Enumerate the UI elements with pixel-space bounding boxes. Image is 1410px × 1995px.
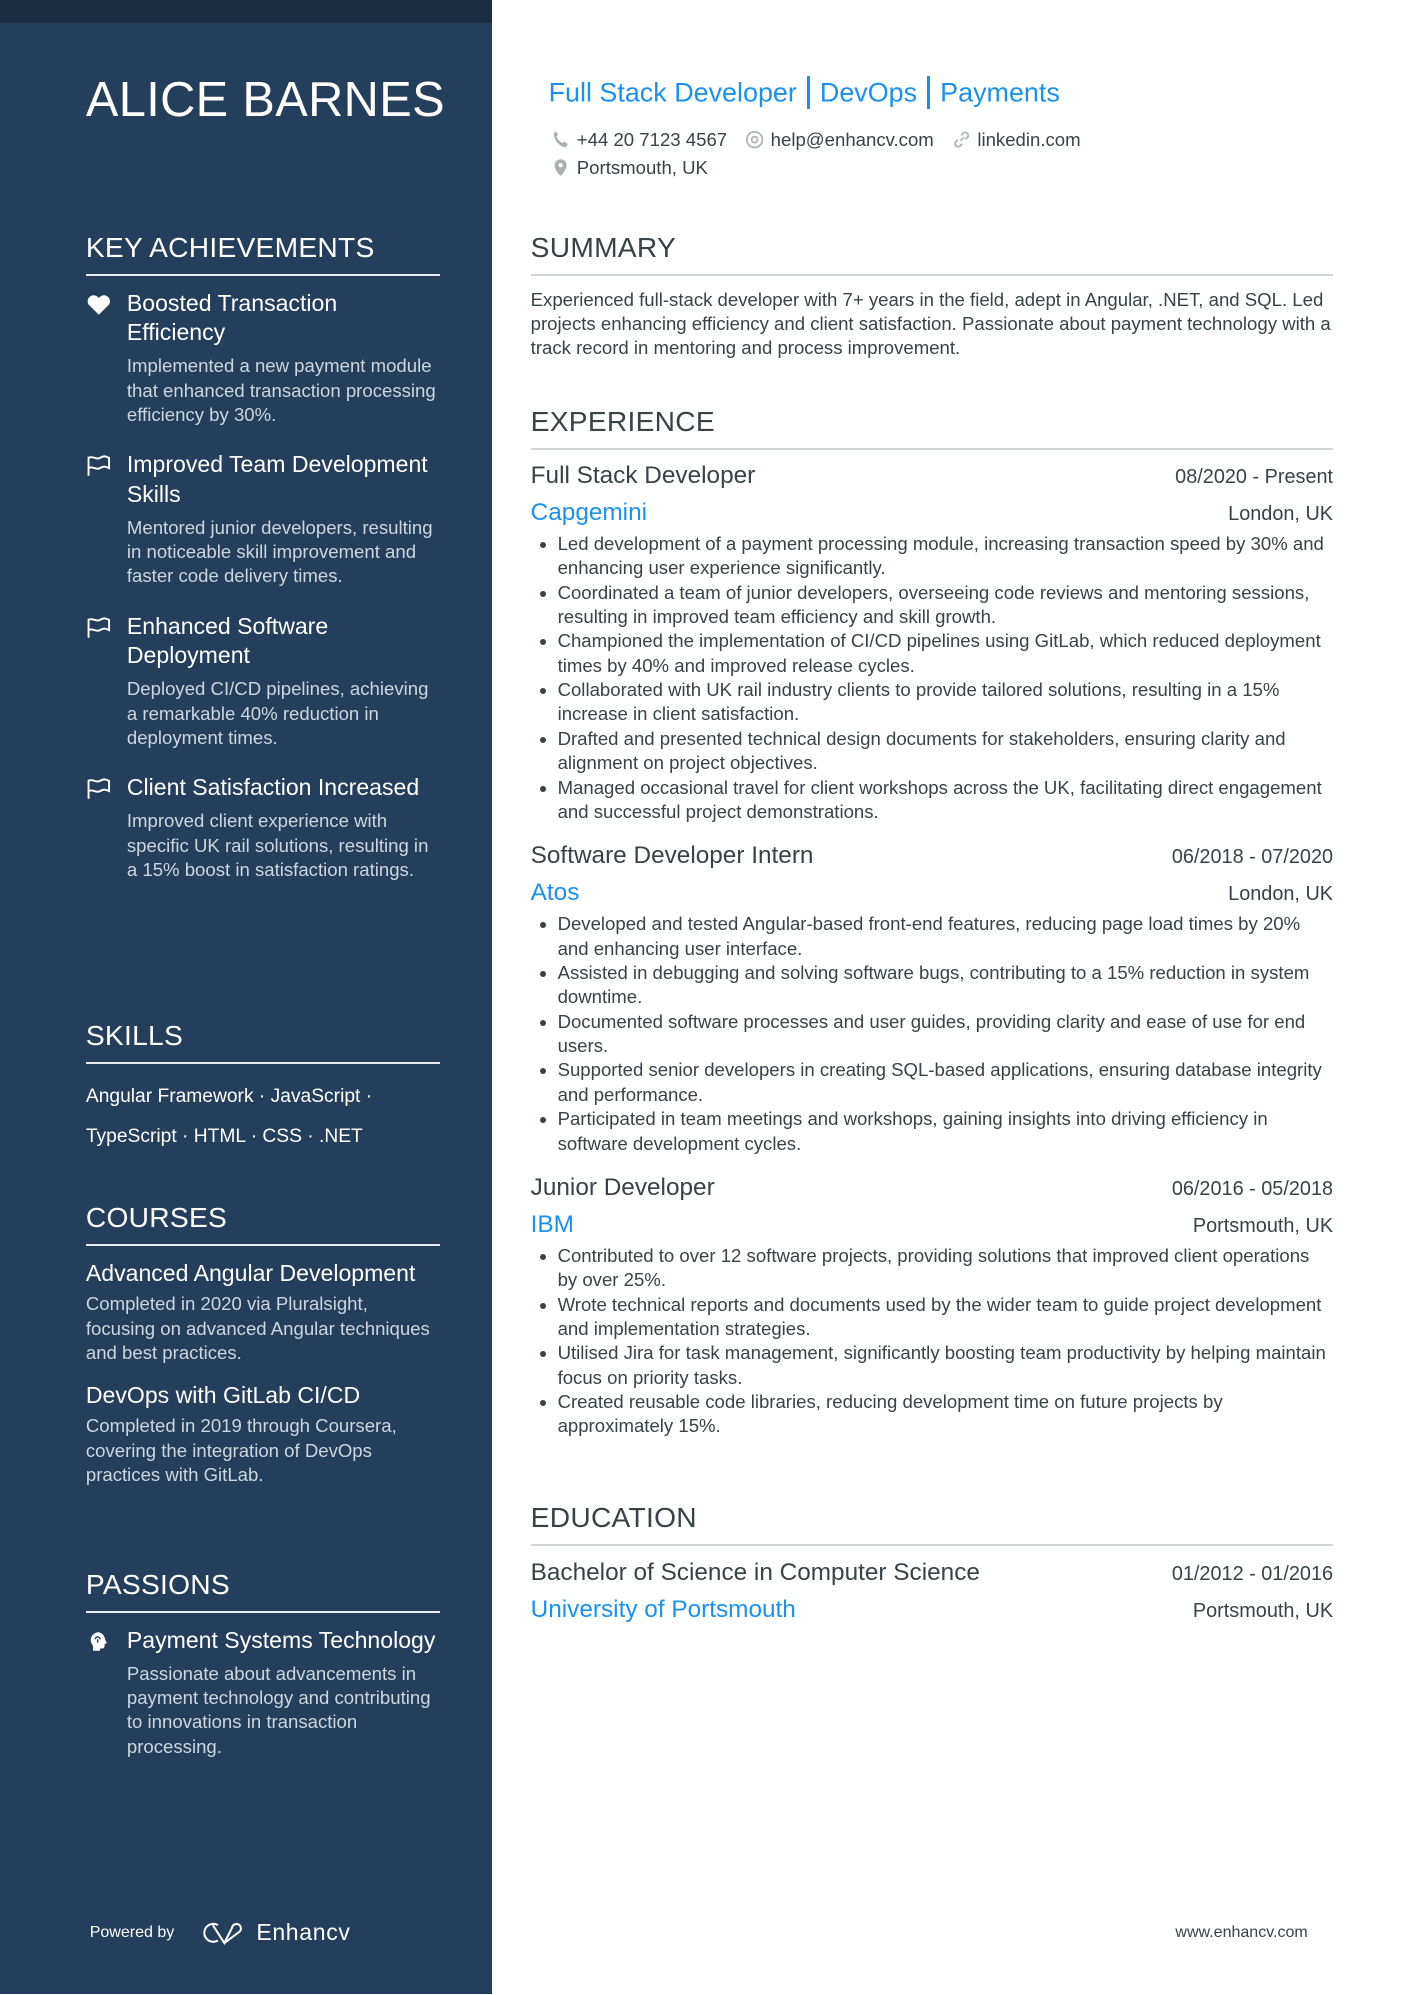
flag-icon (86, 454, 112, 477)
job-bullet: • Developed and tested Angular-based front-end features, reducing page load times by 20% and enhancing user interface. (558, 912, 1334, 961)
job-bullets (531, 1244, 1333, 1439)
enhancv-logo[interactable] (200, 1919, 351, 1946)
achievement-desc: Improved client experience with specific UK rail solutions, resulting in a 15% boost in satisfaction ratings. (126, 810, 429, 880)
email[interactable] (745, 129, 934, 151)
job-bullet: • Contributed to over 12 software projects, providing solutions that improved client operations by over 25%. (558, 1244, 1334, 1293)
summary-section (531, 231, 1333, 361)
location (551, 157, 708, 179)
courses-section (86, 1201, 440, 1503)
job-bullet: • Managed occasional travel for client workshops across the UK, facilitating direct engagement and successful project demonstrations. (558, 776, 1334, 825)
powered-by-label: Powered by (89, 1922, 175, 1941)
achievement-item (86, 773, 440, 882)
job-bullet: • Created reusable code libraries, reducing development time on future projects by approximately 15%. (558, 1390, 1334, 1439)
link-icon (952, 130, 971, 149)
sidebar (0, 0, 492, 1994)
company: Capgemini (530, 498, 648, 526)
course-item (86, 1381, 440, 1487)
experience-heading: EXPERIENCE (531, 405, 1333, 450)
job-bullet: • Participated in team meetings and workshops, gaining insights into driving efficiency in software development cycles. (558, 1107, 1334, 1156)
job-bullet: • Coordinated a team of junior developers, overseeing code reviews and mentoring sessions, resulting in improved team efficiency and skill growth. (558, 581, 1334, 630)
flag-icon (86, 616, 112, 639)
job-bullet: • Collaborated with UK rail industry clients to provide tailored solutions, resulting in a 15% increase in client satisfaction. (558, 678, 1334, 727)
phone-icon (551, 130, 570, 149)
job-location: Portsmouth, UK (1192, 1214, 1334, 1237)
course-title: Advanced Angular Development (85, 1260, 416, 1287)
summary-heading: SUMMARY (531, 231, 1333, 276)
candidate-name: ALICE BARNES (85, 72, 445, 127)
job-bullet: • Utilised Jira for task management, significantly boosting team productivity by helping maintain focus on priority tasks. (558, 1341, 1334, 1390)
job-location: London, UK (1228, 502, 1334, 525)
achievement-item (86, 450, 440, 588)
achievements-section (86, 231, 440, 906)
job-bullet: • Drafted and presented technical design documents for stakeholders, ensuring clarity and alignment on project objectives. (558, 727, 1334, 776)
job-location: London, UK (1228, 883, 1334, 906)
brand-name: Enhancv (256, 1918, 351, 1945)
contact-info (551, 126, 1080, 182)
top-strip (0, 0, 492, 23)
achievement-item (86, 612, 440, 750)
job-title: Junior Developer (530, 1173, 715, 1201)
company: Atos (530, 879, 580, 907)
passions-section (86, 1568, 440, 1782)
school: University of Portsmouth (530, 1596, 796, 1624)
job-entry (531, 842, 1333, 1156)
flag-icon (86, 777, 112, 800)
skills-line: Angular Framework · JavaScript · (85, 1086, 373, 1108)
job-title: Full Stack Developer (530, 461, 756, 489)
job-bullets (531, 912, 1333, 1156)
passions-heading: PASSIONS (86, 1568, 440, 1613)
at-icon (745, 130, 764, 149)
job-title: Software Developer Intern (530, 842, 814, 870)
achievement-title: Client Satisfaction Increased (126, 774, 420, 801)
job-bullet: • Championed the implementation of CI/CD pipelines using GitLab, which reduced deployment times by 40% and improved release cycles. (558, 629, 1334, 678)
education-heading: EDUCATION (531, 1501, 1333, 1546)
location-text: Portsmouth, UK (576, 156, 708, 178)
education-location: Portsmouth, UK (1192, 1600, 1334, 1623)
achievement-desc: Mentored junior developers, resulting in noticeable skill improvement and faster code delivery times. (126, 516, 433, 587)
skills-section (86, 1019, 440, 1157)
phone[interactable] (551, 129, 727, 151)
headline-part: DevOps (819, 77, 918, 108)
achievement-title: Improved Team Development Skills (126, 451, 428, 507)
enhancv-logo-icon (200, 1920, 249, 1946)
footer-url[interactable]: www.enhancv.com (1175, 1922, 1308, 1941)
company: IBM (530, 1210, 574, 1238)
achievement-title: Boosted Transaction Efficiency (126, 289, 338, 346)
summary-text: Experienced full-stack developer with 7+ years in the field, adept in Angular, .NET, and SQL. Led projects enhancing efficiency and client satisfaction. Passionate about payment technology with a track record in mentoring and process improvement. (530, 288, 1331, 359)
job-bullet: • Led development of a payment processing module, increasing transaction speed by 30% and enhancing user experience significantly. (558, 532, 1334, 581)
separator (807, 76, 810, 109)
job-entry (531, 462, 1333, 824)
heart-icon (86, 293, 112, 316)
job-dates: 06/2018 - 07/2020 (1171, 846, 1334, 869)
skills-line: TypeScript · HTML · CSS · .NET (85, 1125, 363, 1147)
courses-heading: COURSES (86, 1201, 440, 1246)
separator (927, 76, 930, 109)
headline-part: Payments (940, 77, 1060, 108)
education-dates: 01/2012 - 01/2016 (1171, 1563, 1334, 1586)
headline-part: Full Stack Developer (548, 77, 797, 108)
job-dates: 06/2016 - 05/2018 (1171, 1177, 1334, 1200)
achievement-desc: Deployed CI/CD pipelines, achieving a remarkable 40% reduction in deployment times. (126, 678, 429, 748)
job-bullet: • Supported senior developers in creating SQL-based applications, ensuring database integrity and performance. (558, 1058, 1334, 1107)
education-section (531, 1501, 1333, 1624)
location-pin-icon (551, 158, 570, 177)
email-text: help@enhancv.com (770, 128, 934, 150)
job-bullet: • Wrote technical reports and documents used by the wider team to guide project development and implementation strategies. (558, 1293, 1334, 1342)
achievements-heading: KEY ACHIEVEMENTS (86, 231, 440, 276)
headline (549, 76, 1060, 109)
achievement-desc: Implemented a new payment module that enhanced transaction processing efficiency by 30%. (126, 355, 436, 425)
degree: Bachelor of Science in Computer Science (530, 1559, 980, 1587)
course-desc: Completed in 2019 through Coursera, covering the integration of DevOps practices with GitLab. (85, 1415, 397, 1485)
achievement-item (86, 289, 440, 427)
brain-icon (86, 1630, 112, 1653)
job-entry (531, 1174, 1333, 1439)
skills-heading: SKILLS (86, 1019, 440, 1064)
course-item (86, 1259, 440, 1365)
job-dates: 08/2020 - Present (1175, 465, 1334, 488)
passion-desc: Passionate about advancements in payment technology and contributing to innovations in transaction processing. (126, 1662, 431, 1757)
experience-section (531, 405, 1333, 1457)
job-bullets (531, 532, 1333, 824)
job-bullet: • Assisted in debugging and solving software bugs, contributing to a 15% reduction in system downtime. (558, 961, 1334, 1010)
job-bullet: • Documented software processes and user guides, providing clarity and ease of use for end users. (558, 1010, 1334, 1059)
achievement-title: Enhanced Software Deployment (126, 612, 329, 669)
phone-text: +44 20 7123 4567 (576, 128, 728, 150)
course-desc: Completed in 2020 via Pluralsight, focusing on advanced Angular techniques and best practices. (85, 1293, 430, 1364)
powered-by (90, 1919, 351, 1946)
link[interactable] (952, 129, 1081, 151)
passion-title: Payment Systems Technology (126, 1626, 436, 1653)
link-text: linkedin.com (977, 128, 1081, 150)
course-title: DevOps with GitLab CI/CD (85, 1381, 361, 1408)
passion-item (86, 1626, 440, 1759)
